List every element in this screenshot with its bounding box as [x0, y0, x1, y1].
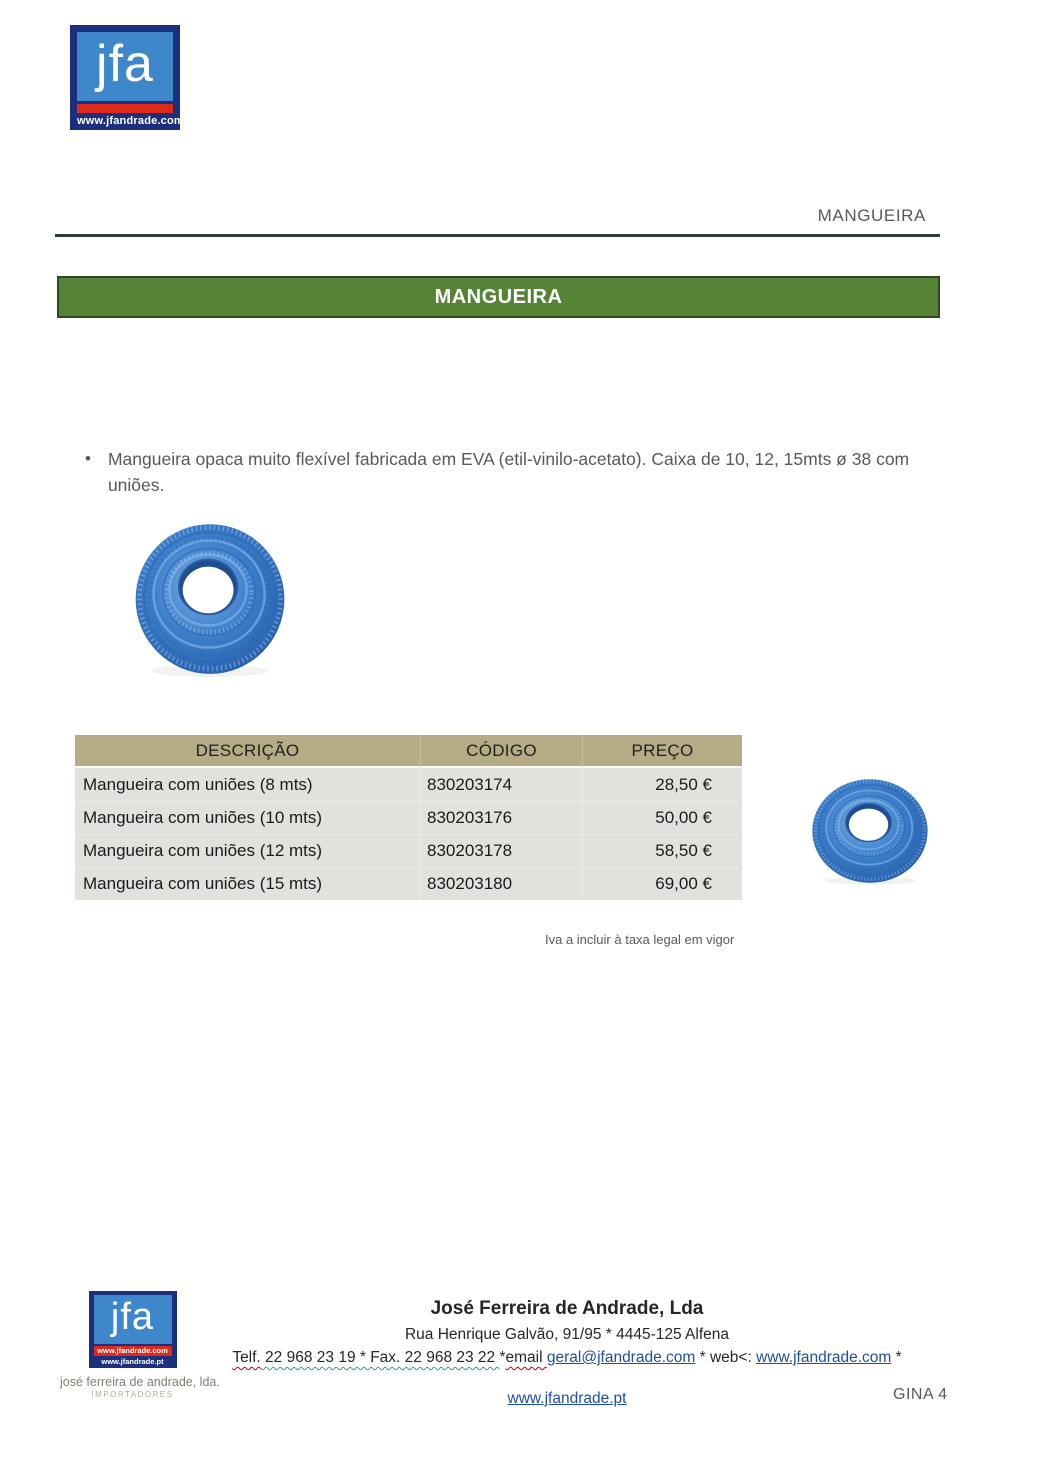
cell-preco: 50,00 € — [583, 801, 742, 834]
running-header-label: MANGUEIRA — [817, 206, 926, 225]
footer-star: * — [499, 1349, 506, 1366]
footer-website-link[interactable]: www.jfandrade.com — [756, 1349, 892, 1366]
cell-preco: 58,50 € — [583, 834, 742, 867]
footer-company-name: José Ferreira de Andrade, Lda — [430, 1298, 704, 1319]
cell-codigo: 830203178 — [421, 834, 583, 867]
price-table — [75, 735, 742, 900]
vat-note: Iva a incluir à taxa legal em vigor — [545, 932, 735, 947]
footer-company-block — [177, 1298, 957, 1408]
footer-email-link[interactable]: geral@jfandrade.com — [546, 1349, 696, 1366]
footer-website-pt-link[interactable]: www.jfandrade.pt — [507, 1390, 627, 1407]
table-row — [75, 834, 742, 867]
jfa-logo — [70, 25, 184, 130]
cell-descricao: Mangueira com uniões (8 mts) — [75, 768, 421, 801]
footer-star-2: * — [891, 1349, 902, 1366]
column-header-preco: PREÇO — [583, 735, 742, 768]
jfa-footer-logo-url-navy: www.jfandrade.pt — [101, 1357, 164, 1366]
cell-codigo: 830203176 — [421, 801, 583, 834]
hose-product-image-small — [808, 768, 932, 887]
jfa-logo-mark: jfa — [77, 32, 173, 101]
cell-preco: 69,00 € — [583, 867, 742, 900]
column-header-descricao: DESCRIÇÃO — [75, 735, 421, 768]
jfa-footer-logo-mark: jfa — [94, 1295, 172, 1344]
product-description-text: Mangueira opaca muito flexível fabricada em EVA (etil-vinilo-acetato). Caixa de 10, 12, 15mts ø 38 com uniões. — [107, 449, 910, 495]
footer-address: Rua Henrique Galvão, 91/95 * 4445-125 Alfena — [404, 1326, 729, 1343]
table-row — [75, 867, 742, 900]
cell-codigo: 830203180 — [421, 867, 583, 900]
header-rule — [55, 234, 940, 237]
footer-logo-caption-sub: IMPORTADORES — [91, 1390, 174, 1399]
table-row — [75, 768, 742, 801]
column-header-codigo: CÓDIGO — [421, 735, 583, 768]
bullet-icon: • — [85, 449, 91, 468]
jfa-footer-logo — [89, 1291, 177, 1368]
section-banner-title: MANGUEIRA — [434, 285, 563, 308]
footer-web-label: * web<: — [695, 1349, 757, 1366]
jfa-logo-red-bar — [77, 104, 173, 113]
product-description — [85, 446, 923, 498]
cell-preco: 28,50 € — [583, 768, 742, 801]
table-header-row — [75, 735, 742, 768]
cell-descricao: Mangueira com uniões (12 mts) — [75, 834, 421, 867]
page-number: GINA 4 — [893, 1386, 948, 1403]
footer-email-label: email — [505, 1349, 547, 1366]
cell-descricao: Mangueira com uniões (10 mts) — [75, 801, 421, 834]
footer-contact-line — [177, 1349, 957, 1385]
footer-telf-label: Telf. — [232, 1349, 261, 1366]
jfa-logo-url: www.jfandrade.com — [77, 115, 184, 127]
footer-phone-numbers: 22 968 23 19 * Fax. 22 968 23 22 — [260, 1349, 500, 1366]
footer-logo-caption: josé ferreira de andrade, lda. — [60, 1375, 220, 1389]
cell-descricao: Mangueira com uniões (15 mts) — [75, 867, 421, 900]
hose-product-image — [130, 508, 290, 680]
table-row — [75, 801, 742, 834]
cell-codigo: 830203174 — [421, 768, 583, 801]
jfa-footer-logo-url-red: www.jfandrade.com — [94, 1346, 172, 1356]
section-banner — [57, 276, 940, 318]
